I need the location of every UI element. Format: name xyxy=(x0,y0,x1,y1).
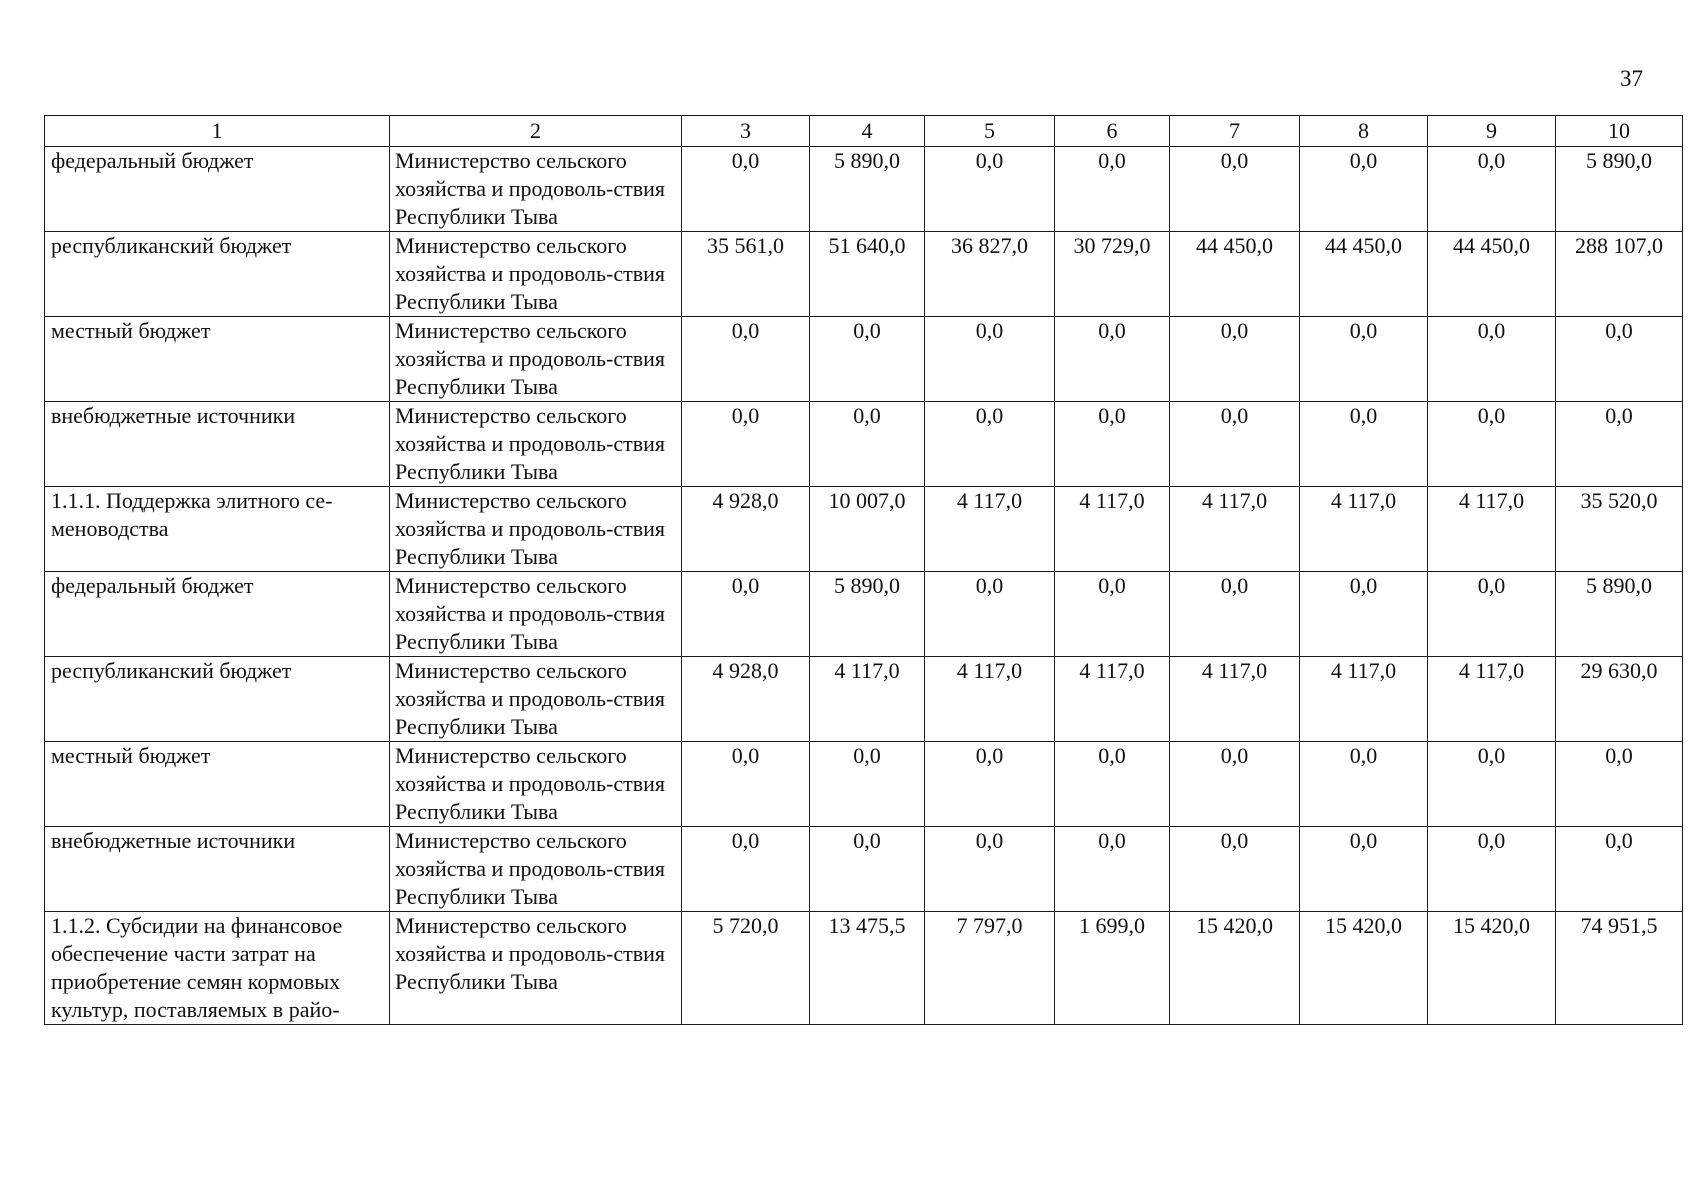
value-cell: 0,0 xyxy=(1428,827,1556,912)
value-cell: 5 720,0 xyxy=(682,912,810,1025)
value-cell: 5 890,0 xyxy=(1556,147,1683,232)
value-cell: 0,0 xyxy=(1300,827,1428,912)
page-number: 37 xyxy=(1620,66,1643,91)
value-cell: 0,0 xyxy=(1428,317,1556,402)
value-cell: 0,0 xyxy=(1556,827,1683,912)
value-cell: 288 107,0 xyxy=(1556,232,1683,317)
value-cell: 0,0 xyxy=(1170,827,1300,912)
row-name-cell: местный бюджет xyxy=(45,742,390,827)
value-cell: 1 699,0 xyxy=(1055,912,1170,1025)
executor-cell: Министерство сельского хозяйства и продоволь-ствия Республики Тыва xyxy=(390,912,682,1025)
value-cell: 36 827,0 xyxy=(925,232,1055,317)
value-cell: 0,0 xyxy=(682,317,810,402)
value-cell: 0,0 xyxy=(1556,742,1683,827)
table-row xyxy=(45,912,1683,1025)
value-cell: 44 450,0 xyxy=(1428,232,1556,317)
table-row xyxy=(45,487,1683,572)
value-cell: 4 117,0 xyxy=(810,657,925,742)
row-name-cell: внебюджетные источники xyxy=(45,402,390,487)
row-name-cell: республиканский бюджет xyxy=(45,232,390,317)
value-cell: 0,0 xyxy=(1055,827,1170,912)
executor-cell: Министерство сельского хозяйства и продоволь-ствия Республики Тыва xyxy=(390,317,682,402)
row-name-cell: федеральный бюджет xyxy=(45,147,390,232)
header-row xyxy=(45,116,1683,147)
table-row xyxy=(45,402,1683,487)
executor-cell: Министерство сельского хозяйства и продоволь-ствия Республики Тыва xyxy=(390,402,682,487)
column-header: 4 xyxy=(810,116,925,147)
value-cell: 44 450,0 xyxy=(1300,232,1428,317)
value-cell: 4 117,0 xyxy=(1170,487,1300,572)
value-cell: 0,0 xyxy=(1556,402,1683,487)
value-cell: 0,0 xyxy=(1428,572,1556,657)
value-cell: 5 890,0 xyxy=(1556,572,1683,657)
value-cell: 0,0 xyxy=(810,827,925,912)
table-row xyxy=(45,827,1683,912)
value-cell: 5 890,0 xyxy=(810,572,925,657)
value-cell: 0,0 xyxy=(1300,572,1428,657)
executor-cell: Министерство сельского хозяйства и продоволь-ствия Республики Тыва xyxy=(390,572,682,657)
value-cell: 4 928,0 xyxy=(682,657,810,742)
value-cell: 0,0 xyxy=(1055,317,1170,402)
executor-cell: Министерство сельского хозяйства и продоволь-ствия Республики Тыва xyxy=(390,232,682,317)
column-header: 6 xyxy=(1055,116,1170,147)
value-cell: 0,0 xyxy=(1170,147,1300,232)
executor-cell: Министерство сельского хозяйства и продоволь-ствия Республики Тыва xyxy=(390,742,682,827)
value-cell: 4 928,0 xyxy=(682,487,810,572)
value-cell: 0,0 xyxy=(810,742,925,827)
table-row xyxy=(45,147,1683,232)
value-cell: 0,0 xyxy=(1170,742,1300,827)
table-row xyxy=(45,572,1683,657)
value-cell: 0,0 xyxy=(1170,402,1300,487)
value-cell: 4 117,0 xyxy=(1170,657,1300,742)
column-header: 10 xyxy=(1556,116,1683,147)
value-cell: 0,0 xyxy=(1055,147,1170,232)
table-row xyxy=(45,742,1683,827)
row-name-cell: федеральный бюджет xyxy=(45,572,390,657)
value-cell: 0,0 xyxy=(1170,572,1300,657)
table-row xyxy=(45,232,1683,317)
value-cell: 0,0 xyxy=(925,827,1055,912)
value-cell: 15 420,0 xyxy=(1300,912,1428,1025)
budget-table xyxy=(44,115,1683,1025)
value-cell: 0,0 xyxy=(1428,147,1556,232)
value-cell: 7 797,0 xyxy=(925,912,1055,1025)
value-cell: 4 117,0 xyxy=(1428,657,1556,742)
value-cell: 0,0 xyxy=(1055,742,1170,827)
table-row xyxy=(45,657,1683,742)
column-header: 7 xyxy=(1170,116,1300,147)
value-cell: 0,0 xyxy=(682,147,810,232)
value-cell: 0,0 xyxy=(810,317,925,402)
value-cell: 35 561,0 xyxy=(682,232,810,317)
row-name-cell: местный бюджет xyxy=(45,317,390,402)
value-cell: 35 520,0 xyxy=(1556,487,1683,572)
column-header: 1 xyxy=(45,116,390,147)
value-cell: 13 475,5 xyxy=(810,912,925,1025)
value-cell: 0,0 xyxy=(925,742,1055,827)
executor-cell: Министерство сельского хозяйства и продоволь-ствия Республики Тыва xyxy=(390,487,682,572)
value-cell: 4 117,0 xyxy=(925,657,1055,742)
value-cell: 0,0 xyxy=(1055,402,1170,487)
value-cell: 0,0 xyxy=(925,147,1055,232)
column-header: 5 xyxy=(925,116,1055,147)
value-cell: 15 420,0 xyxy=(1170,912,1300,1025)
row-name-cell: 1.1.2. Субсидии на финансовое обеспечение части затрат на приобретение семян кормовых культур, поставляемых в райо- xyxy=(45,912,390,1025)
value-cell: 0,0 xyxy=(1428,402,1556,487)
value-cell: 0,0 xyxy=(1055,572,1170,657)
row-name-cell: внебюджетные источники xyxy=(45,827,390,912)
value-cell: 0,0 xyxy=(925,572,1055,657)
value-cell: 0,0 xyxy=(682,742,810,827)
value-cell: 0,0 xyxy=(925,402,1055,487)
column-header: 2 xyxy=(390,116,682,147)
value-cell: 0,0 xyxy=(1556,317,1683,402)
value-cell: 0,0 xyxy=(925,317,1055,402)
value-cell: 0,0 xyxy=(1300,742,1428,827)
column-header: 8 xyxy=(1300,116,1428,147)
value-cell: 74 951,5 xyxy=(1556,912,1683,1025)
value-cell: 0,0 xyxy=(810,402,925,487)
row-name-cell: 1.1.1. Поддержка элитного се-меноводства xyxy=(45,487,390,572)
value-cell: 0,0 xyxy=(682,572,810,657)
value-cell: 4 117,0 xyxy=(1055,657,1170,742)
value-cell: 0,0 xyxy=(1300,402,1428,487)
value-cell: 4 117,0 xyxy=(1055,487,1170,572)
executor-cell: Министерство сельского хозяйства и продоволь-ствия Республики Тыва xyxy=(390,827,682,912)
value-cell: 0,0 xyxy=(1170,317,1300,402)
value-cell: 51 640,0 xyxy=(810,232,925,317)
value-cell: 0,0 xyxy=(1428,742,1556,827)
value-cell: 4 117,0 xyxy=(925,487,1055,572)
value-cell: 0,0 xyxy=(682,402,810,487)
value-cell: 4 117,0 xyxy=(1300,487,1428,572)
column-header: 9 xyxy=(1428,116,1556,147)
row-name-cell: республиканский бюджет xyxy=(45,657,390,742)
column-header: 3 xyxy=(682,116,810,147)
value-cell: 10 007,0 xyxy=(810,487,925,572)
value-cell: 29 630,0 xyxy=(1556,657,1683,742)
value-cell: 0,0 xyxy=(682,827,810,912)
value-cell: 0,0 xyxy=(1300,147,1428,232)
value-cell: 30 729,0 xyxy=(1055,232,1170,317)
value-cell: 5 890,0 xyxy=(810,147,925,232)
value-cell: 0,0 xyxy=(1300,317,1428,402)
executor-cell: Министерство сельского хозяйства и продоволь-ствия Республики Тыва xyxy=(390,657,682,742)
table-row xyxy=(45,317,1683,402)
executor-cell: Министерство сельского хозяйства и продоволь-ствия Республики Тыва xyxy=(390,147,682,232)
value-cell: 4 117,0 xyxy=(1428,487,1556,572)
value-cell: 15 420,0 xyxy=(1428,912,1556,1025)
value-cell: 44 450,0 xyxy=(1170,232,1300,317)
value-cell: 4 117,0 xyxy=(1300,657,1428,742)
